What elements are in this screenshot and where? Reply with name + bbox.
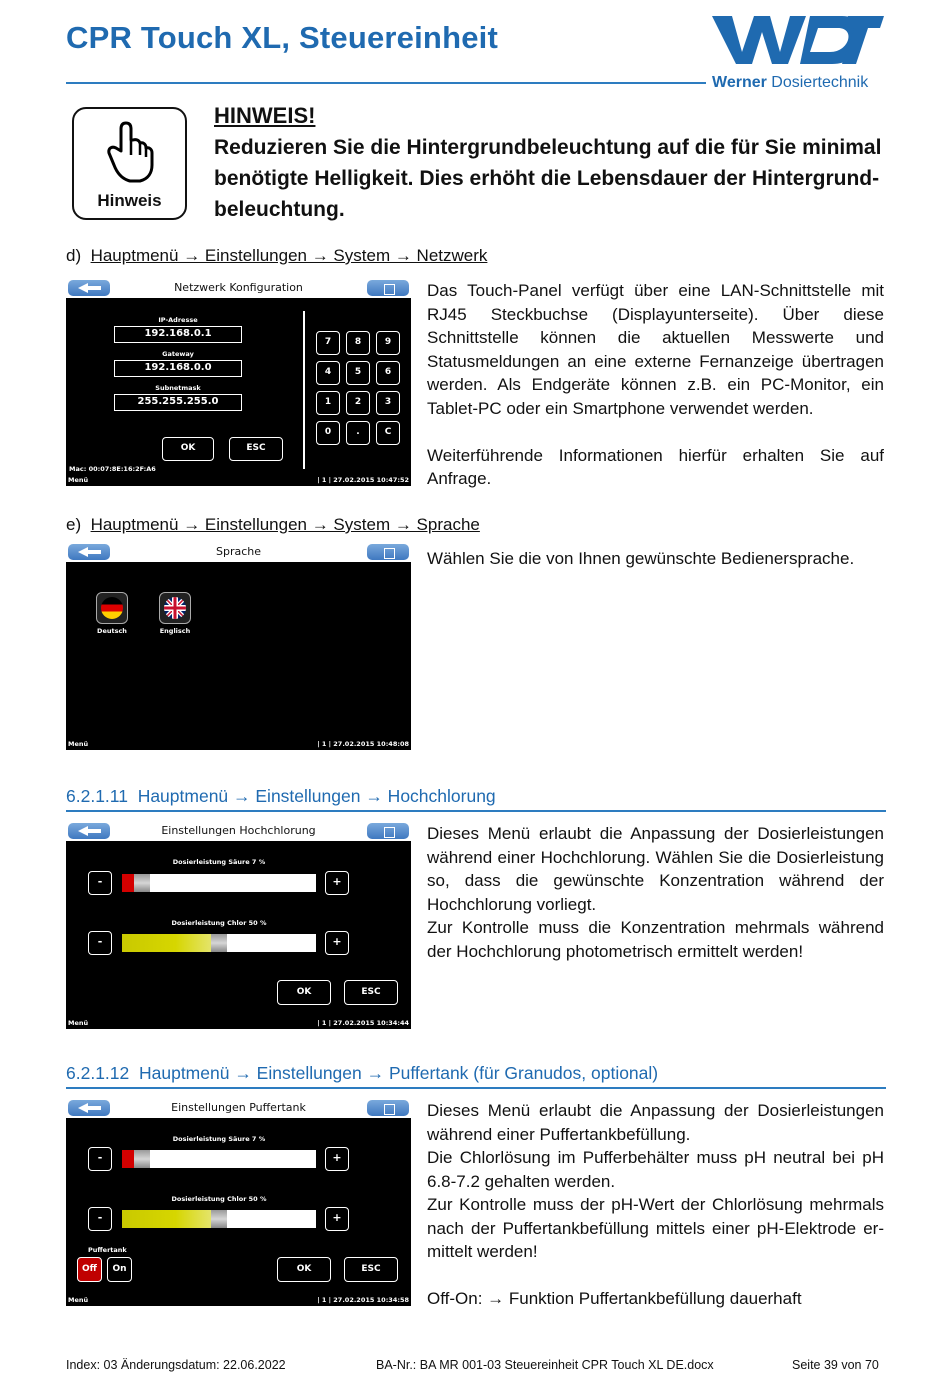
section-6-2-1-12-text: Dieses Menü erlaubt die Anpassung der Dosierleistungen während einer Puffertankbefüllung. Die Chlorlösung im Pufferbehälter muss pH neutral bei pH 6.8-7.2 gehalten werden. Zur Kontrolle muss der pH-Wert der Chlorlösung mehrmals nach der Puffertankbefüllung mittels einer pH-Elektrode er-mittelt werden! Off-On: → Funktion Puffertankbefüllung dauerhaft: [427, 1101, 884, 1308]
keypad-key[interactable]: 2: [346, 391, 370, 415]
slider-fill: [122, 1150, 134, 1168]
english-label: Englisch: [159, 627, 191, 635]
screen-title: Einstellungen Hochchlorung: [161, 824, 316, 837]
acid-slider[interactable]: [122, 1150, 316, 1168]
status-timestamp: | 1 | 27.02.2015 10:34:44: [317, 1019, 409, 1027]
screen-title: Sprache: [215, 545, 261, 558]
menu-label[interactable]: Menü: [68, 1019, 89, 1027]
ok-button[interactable]: OK: [277, 1257, 331, 1282]
slider-handle[interactable]: [134, 874, 150, 892]
menu-label[interactable]: Menü: [68, 740, 89, 748]
status-timestamp: | 1 | 27.02.2015 10:47:52: [317, 476, 409, 484]
german-flag-icon: [101, 597, 123, 619]
german-flag-button[interactable]: [96, 592, 128, 624]
keypad-key[interactable]: 8: [346, 331, 370, 355]
keypad-key[interactable]: 1: [316, 391, 340, 415]
german-label: Deutsch: [97, 627, 127, 635]
chlorine-plus-button[interactable]: +: [325, 1207, 349, 1231]
section-6-2-1-12-heading: 6.2.1.12 Hauptmenü → Einstellungen → Puffertank (für Granudos, optional): [66, 1063, 659, 1083]
acid-slider[interactable]: [122, 874, 316, 892]
keypad-key[interactable]: .: [346, 421, 370, 445]
section-rule: [66, 1087, 886, 1089]
ok-button[interactable]: OK: [277, 980, 331, 1005]
gateway-field[interactable]: 192.168.0.0: [114, 360, 242, 377]
hochchlorung-screen: [66, 822, 411, 1029]
acid-minus-button[interactable]: -: [88, 871, 112, 895]
logo-company-name: Werner Dosiertechnik: [712, 74, 869, 91]
subnet-label: Subnetmask: [155, 384, 201, 392]
menu-label[interactable]: Menü: [68, 476, 89, 484]
footer-doc-number: BA-Nr.: BA MR 001-03 Steuereinheit CPR Touch XL DE.docx: [376, 1358, 714, 1372]
mac-address: Mac: 00:07:8E:16:2F:A6: [69, 465, 156, 473]
screen-title: Netzwerk Konfiguration: [174, 281, 303, 294]
slider-acid-label: Dosierleistung Säure 7 %: [172, 1135, 266, 1143]
keypad-key[interactable]: 5: [346, 361, 370, 385]
keypad-key[interactable]: 9: [376, 331, 400, 355]
header-rule: [66, 82, 706, 84]
ip-address-label: IP-Adresse: [158, 316, 198, 324]
language-screen: [66, 543, 411, 750]
chlorine-minus-button[interactable]: -: [88, 1207, 112, 1231]
footer-index: Index: 03 Änderungsdatum: 22.06.2022: [66, 1358, 286, 1372]
hint-heading: HINWEIS!: [214, 103, 316, 128]
hint-text: Reduzieren Sie die Hintergrundbeleuchtung auf die für Sie minimal benötigte Helligkeit. Dies erhöht die Lebensdauer der Hintergrund-beleuchtung.: [214, 136, 882, 221]
footer-page-number: Seite 39 von 70: [792, 1358, 879, 1372]
chlorine-slider[interactable]: [122, 1210, 316, 1228]
ip-address-field[interactable]: 192.168.0.1: [114, 326, 242, 343]
slider-chlorine-label: Dosierleistung Chlor 50 %: [171, 919, 267, 927]
slider-handle[interactable]: [134, 1150, 150, 1168]
puffertank-screen: [66, 1099, 411, 1306]
on-button[interactable]: On: [107, 1257, 132, 1282]
off-button[interactable]: Off: [77, 1257, 102, 1282]
hint-icon: [72, 107, 187, 220]
slider-chlorine-label: Dosierleistung Chlor 50 %: [171, 1195, 267, 1203]
document-title: CPR Touch XL, Steuereinheit: [66, 20, 498, 55]
esc-button[interactable]: ESC: [344, 980, 398, 1005]
subsection-e-heading: e) Hauptmenü → Einstellungen → System → Sprache: [66, 515, 480, 534]
menu-label[interactable]: Menü: [68, 1296, 89, 1304]
slider-fill: [122, 874, 134, 892]
slider-handle[interactable]: [211, 1210, 227, 1228]
subnet-field[interactable]: 255.255.255.0: [114, 394, 242, 411]
home-icon[interactable]: [367, 823, 409, 839]
chlorine-slider[interactable]: [122, 934, 316, 952]
screen-title: Einstellungen Puffertank: [171, 1101, 306, 1114]
ok-button[interactable]: OK: [162, 437, 214, 461]
logo-mark-text: WDT: [710, 14, 713, 15]
esc-button[interactable]: ESC: [229, 437, 283, 461]
subsection-d-heading: d) Hauptmenü → Einstellungen → System → Netzwerk: [66, 246, 488, 265]
hint-icon-label: Hinweis: [97, 191, 162, 210]
home-icon[interactable]: [367, 1100, 409, 1116]
subsection-e-path: Hauptmenü → Einstellungen → System → Sprache: [90, 515, 480, 534]
keypad-key[interactable]: C: [376, 421, 400, 445]
slider-handle[interactable]: [211, 934, 227, 952]
slider-acid-label: Dosierleistung Säure 7 %: [172, 858, 266, 866]
slider-fill: [122, 1210, 211, 1228]
keypad-key[interactable]: 4: [316, 361, 340, 385]
acid-minus-button[interactable]: -: [88, 1147, 112, 1171]
section-6-2-1-11-text: Dieses Menü erlaubt die Anpassung der Dosierleistungen während einer Hochchlorung. Wählen Sie die Dosierleistung so, dass die gewünschte Konzentration während der Hochchlorung vorliegt. Zur Kontrolle muss die Konzentration mehrmals während der Hochchlorung photometrisch ermittelt werden!: [427, 824, 884, 961]
gateway-label: Gateway: [162, 350, 194, 358]
home-icon[interactable]: [367, 280, 409, 296]
keypad-key[interactable]: 7: [316, 331, 340, 355]
pointing-hand-icon: [102, 121, 160, 187]
uk-flag-icon: [164, 597, 186, 619]
status-timestamp: | 1 | 27.02.2015 10:34:58: [317, 1296, 409, 1304]
esc-button[interactable]: ESC: [344, 1257, 398, 1282]
status-timestamp: | 1 | 27.02.2015 10:48:08: [317, 740, 409, 748]
section-rule: [66, 810, 886, 812]
keypad-key[interactable]: 0: [316, 421, 340, 445]
subsection-d-path: Hauptmenü → Einstellungen → System → Netzwerk: [90, 246, 488, 265]
section-d-text: Das Touch-Panel verfügt über eine LAN-Schnittstelle mit RJ45 Steckbuchse (Displayunterseite). Über diese Schnittstelle können die aktuellen Messwerte und Statusmeldungen an eine externe Fernanzeige übertragen werden. Als Endgeräte können z.B. ein PC-Monitor, ein Tablet-PC oder ein Smartphone verwendet werden. Weiterführende Informationen hierfür erhalten Sie auf Anfrage.: [427, 281, 884, 488]
acid-plus-button[interactable]: +: [325, 871, 349, 895]
home-icon[interactable]: [367, 544, 409, 560]
keypad-key[interactable]: 3: [376, 391, 400, 415]
section-e-text: Wählen Sie die von Ihnen gewünschte Bedienersprache.: [427, 549, 855, 568]
keypad-divider: [303, 311, 305, 469]
chlorine-plus-button[interactable]: +: [325, 931, 349, 955]
slider-fill: [122, 934, 211, 952]
acid-plus-button[interactable]: +: [325, 1147, 349, 1171]
chlorine-minus-button[interactable]: -: [88, 931, 112, 955]
english-flag-button[interactable]: [159, 592, 191, 624]
keypad-key[interactable]: 6: [376, 361, 400, 385]
network-config-screen: [66, 279, 411, 486]
puffertank-label: Puffertank: [88, 1246, 127, 1254]
section-6-2-1-11-heading: 6.2.1.11 Hauptmenü → Einstellungen → Hochchlorung: [66, 786, 496, 806]
